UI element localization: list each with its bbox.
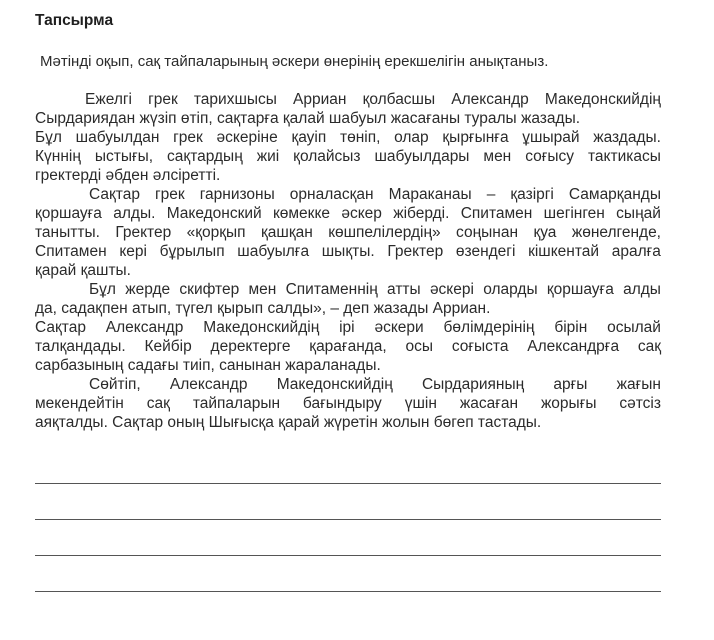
answer-line-1	[35, 483, 661, 484]
answer-line-4	[35, 591, 661, 592]
answer-line-2	[35, 519, 661, 520]
text-line: қоршауға алды. Македонский көмекке әскер жіберді. Спитамен шегінген сыңай	[35, 205, 661, 222]
text-line: Сақтар Александр Македонскийдің ірі әскери бөлімдерінің бірін осылай	[35, 319, 661, 336]
task-instruction: Мәтінді оқып, сақ тайпаларының әскери өнерінің ерекшелігін анықтаныз.	[40, 53, 549, 70]
text-line: танытты. Гректер «қорқып қашқан көшпелілердің» соңынан қуа жөнелгенде,	[35, 224, 661, 241]
text-line: Бұл шабуылдан грек әскеріне қауіп төніп, олар қырғынға ұшырай жаздады.	[35, 129, 661, 146]
text-line: мекендейтін сақ тайпаларын бағындыру үшін жасаған жорығы сәтсіз	[35, 395, 661, 412]
text-line: Сақтар грек гарнизоны орналасқан Мараканаы – қазіргі Самарқанды	[89, 186, 661, 203]
text-line: қарай қашты.	[35, 262, 131, 279]
text-line: Сөйтіп, Александр Македонскийдің Сырдарияның арғы жағын	[89, 376, 661, 393]
text-line: Спитамен кері бұрылып шабуылға шықты. Гректер өзендегі кішкентай аралға	[35, 243, 661, 260]
text-line: да, садақпен атып, түгел қырып салды», – деп жазады Арриан.	[35, 300, 491, 317]
text-line: Ежелгі грек тарихшысы Арриан қолбасшы Александр Македонскийдің	[85, 91, 661, 108]
text-line: талқандады. Кейбір деректерге қарағанда, осы соғыста Александрға сақ	[35, 338, 661, 355]
text-line: гректерді әбден әлсіретті.	[35, 167, 221, 184]
answer-line-3	[35, 555, 661, 556]
reading-text	[35, 90, 661, 432]
text-line: аяқталды. Сақтар оның Шығысқа қарай жүретін жолын бөгеп тастады.	[35, 414, 542, 431]
task-title: Тапсырма	[35, 12, 114, 29]
text-line: Күннің ыстығы, сақтардың жиі қолайсыз шабуылдары мен соғысу тактикасы	[35, 148, 661, 165]
text-line: сарбазының садағы тиіп, санынан жараланады.	[35, 357, 381, 374]
text-line: Сырдариядан жүзіп өтіп, сақтарға қалай шабуыл жасағаны туралы жазады.	[35, 110, 581, 127]
text-line: Бұл жерде скифтер мен Спитаменнің атты әскері оларды қоршауға алды	[89, 281, 661, 298]
